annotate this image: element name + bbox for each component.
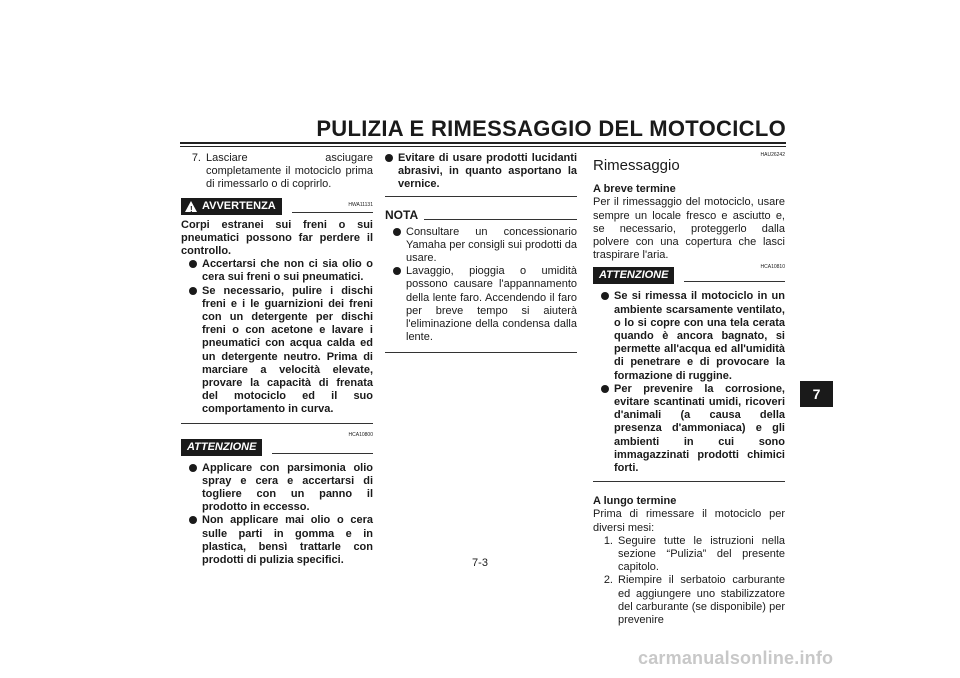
subheading-short-term: A breve termine: [593, 183, 676, 196]
warning-box: [181, 199, 373, 424]
warning-triangle-icon: !: [185, 201, 197, 212]
nota-rule: [424, 219, 577, 220]
warning-code: HWA11131: [348, 201, 373, 208]
item-number: 7.: [191, 152, 201, 164]
short-term-text: Per il rimessaggio del motociclo, usare sempre un locale fresco e asciutto e, se necessario, proteggerlo dalla polvere con una copertura che lasci traspirare l'aria.: [593, 196, 785, 262]
item-text: Lasciare asciugare completamente il motociclo prima di rimessarlo o di coprirlo.: [206, 152, 373, 191]
watermark: carmanualsonline.info: [638, 648, 834, 668]
bullet-icon: [189, 287, 197, 295]
item-number: 2.: [603, 574, 613, 587]
bullet-icon: [189, 516, 197, 524]
title-rule: [180, 142, 786, 144]
title-rule-thin: [180, 146, 786, 147]
bullet-icon: [189, 464, 197, 472]
caution-box: [181, 432, 373, 568]
column-middle: [385, 152, 577, 353]
caution-badge: ATTENZIONE: [181, 439, 262, 456]
caution-bullet: Non applicare mai olio o cera sulle parti in gomma e in plastica, bensì trattarle con prodotti di pulizia specifici.: [189, 514, 373, 567]
bullet-icon: [601, 385, 609, 393]
bullet-icon: [393, 228, 401, 236]
warning-intro: Corpi estranei sui freni o sui pneumatici possono far perdere il controllo.: [181, 218, 373, 258]
caution-rule: [272, 453, 373, 454]
column-left: [181, 152, 373, 567]
list-item: [593, 574, 785, 627]
bullet-icon: [601, 292, 609, 300]
long-term-text: Prima di rimessare il motociclo per diversi mesi:: [593, 508, 785, 534]
item-number: 1.: [603, 534, 613, 547]
warning-bullet: Se necessario, pulire i dischi freni e i le guarnizioni dei freni con un detergente per dischi freni o con acetone e lavare i pneumatici con acqua calda ed un detergente neutro. Prima di marciare a velocità elevate, provare la capacità di frenata del motociclo ed il suo comportamento in curva.: [189, 285, 373, 417]
caution-bullet: Se si rimessa il motociclo in un ambiente scarsamente ventilato, o lo si copre con una tela cerata quando è ancora bagnato, si permette all'acqua ed all'umidità di penetrare e di provocare la formazione di ruggine.: [601, 290, 785, 382]
caution-bullet: Applicare con parsimonia olio spray e cera e accertarsi di togliere con un panno il prodotto in eccesso.: [189, 462, 373, 515]
bullet-icon: [385, 154, 393, 162]
column-right: [593, 152, 785, 627]
warning-bottom-rule: [181, 423, 373, 424]
page-title: PULIZIA E RIMESSAGGIO DEL MOTOCICLO: [316, 116, 786, 141]
caution-code: HCA10810: [760, 264, 785, 271]
nota-box: [385, 207, 577, 354]
item-text: Seguire tutte le istruzioni nella sezione “Pulizia” del presente capitolo.: [618, 534, 785, 574]
caution-bottom-rule: [385, 196, 577, 197]
list-item: [181, 152, 373, 192]
caution-badge: ATTENZIONE: [593, 267, 674, 284]
warning-rule: [292, 212, 373, 213]
warning-bullet: Accertarsi che non ci sia olio o cera sui freni o sui pneumatici.: [189, 258, 373, 284]
caution-bullet: Per prevenire la corrosione, evitare scantinati umidi, ricoveri d'animali (a causa della presenza d'ammoniaca) e gli ambienti in cui sono immagazzinati prodotti chimici forti.: [601, 383, 785, 475]
list-item: [593, 535, 785, 575]
page-number: 7-3: [472, 557, 488, 569]
item-text: Riempire il serbatoio carburante ed aggiungere uno stabilizzatore del carburante (se disponibile) per prevenire: [618, 574, 785, 627]
bullet-icon: [393, 267, 401, 275]
subheading-long-term: A lungo termine: [593, 495, 677, 508]
caution-bottom-rule: [593, 481, 785, 482]
section-title: Rimessaggio: [593, 157, 680, 174]
nota-bottom-rule: [385, 352, 577, 353]
warning-label: AVVERTENZA: [202, 199, 276, 212]
caution-code: HCA10800: [348, 431, 373, 438]
caution-bullet: Evitare di usare prodotti lucidanti abrasivi, in quanto asportano la vernice.: [385, 152, 577, 192]
section-code: HAU26242: [760, 152, 785, 158]
caution-box: [593, 264, 785, 482]
bullet-icon: [189, 260, 197, 268]
nota-label: NOTA: [385, 208, 419, 223]
nota-bullet: Consultare un concessionario Yamaha per consigli sui prodotti da usare.: [393, 226, 577, 266]
chapter-tab: 7: [800, 381, 833, 407]
nota-bullet: Lavaggio, pioggia o umidità possono causare l'appannamento della lente faro. Accendendo il faro per breve tempo si aiuterà l'eliminazione della condensa dalla lente.: [393, 265, 577, 344]
caution-rule: [684, 281, 785, 282]
